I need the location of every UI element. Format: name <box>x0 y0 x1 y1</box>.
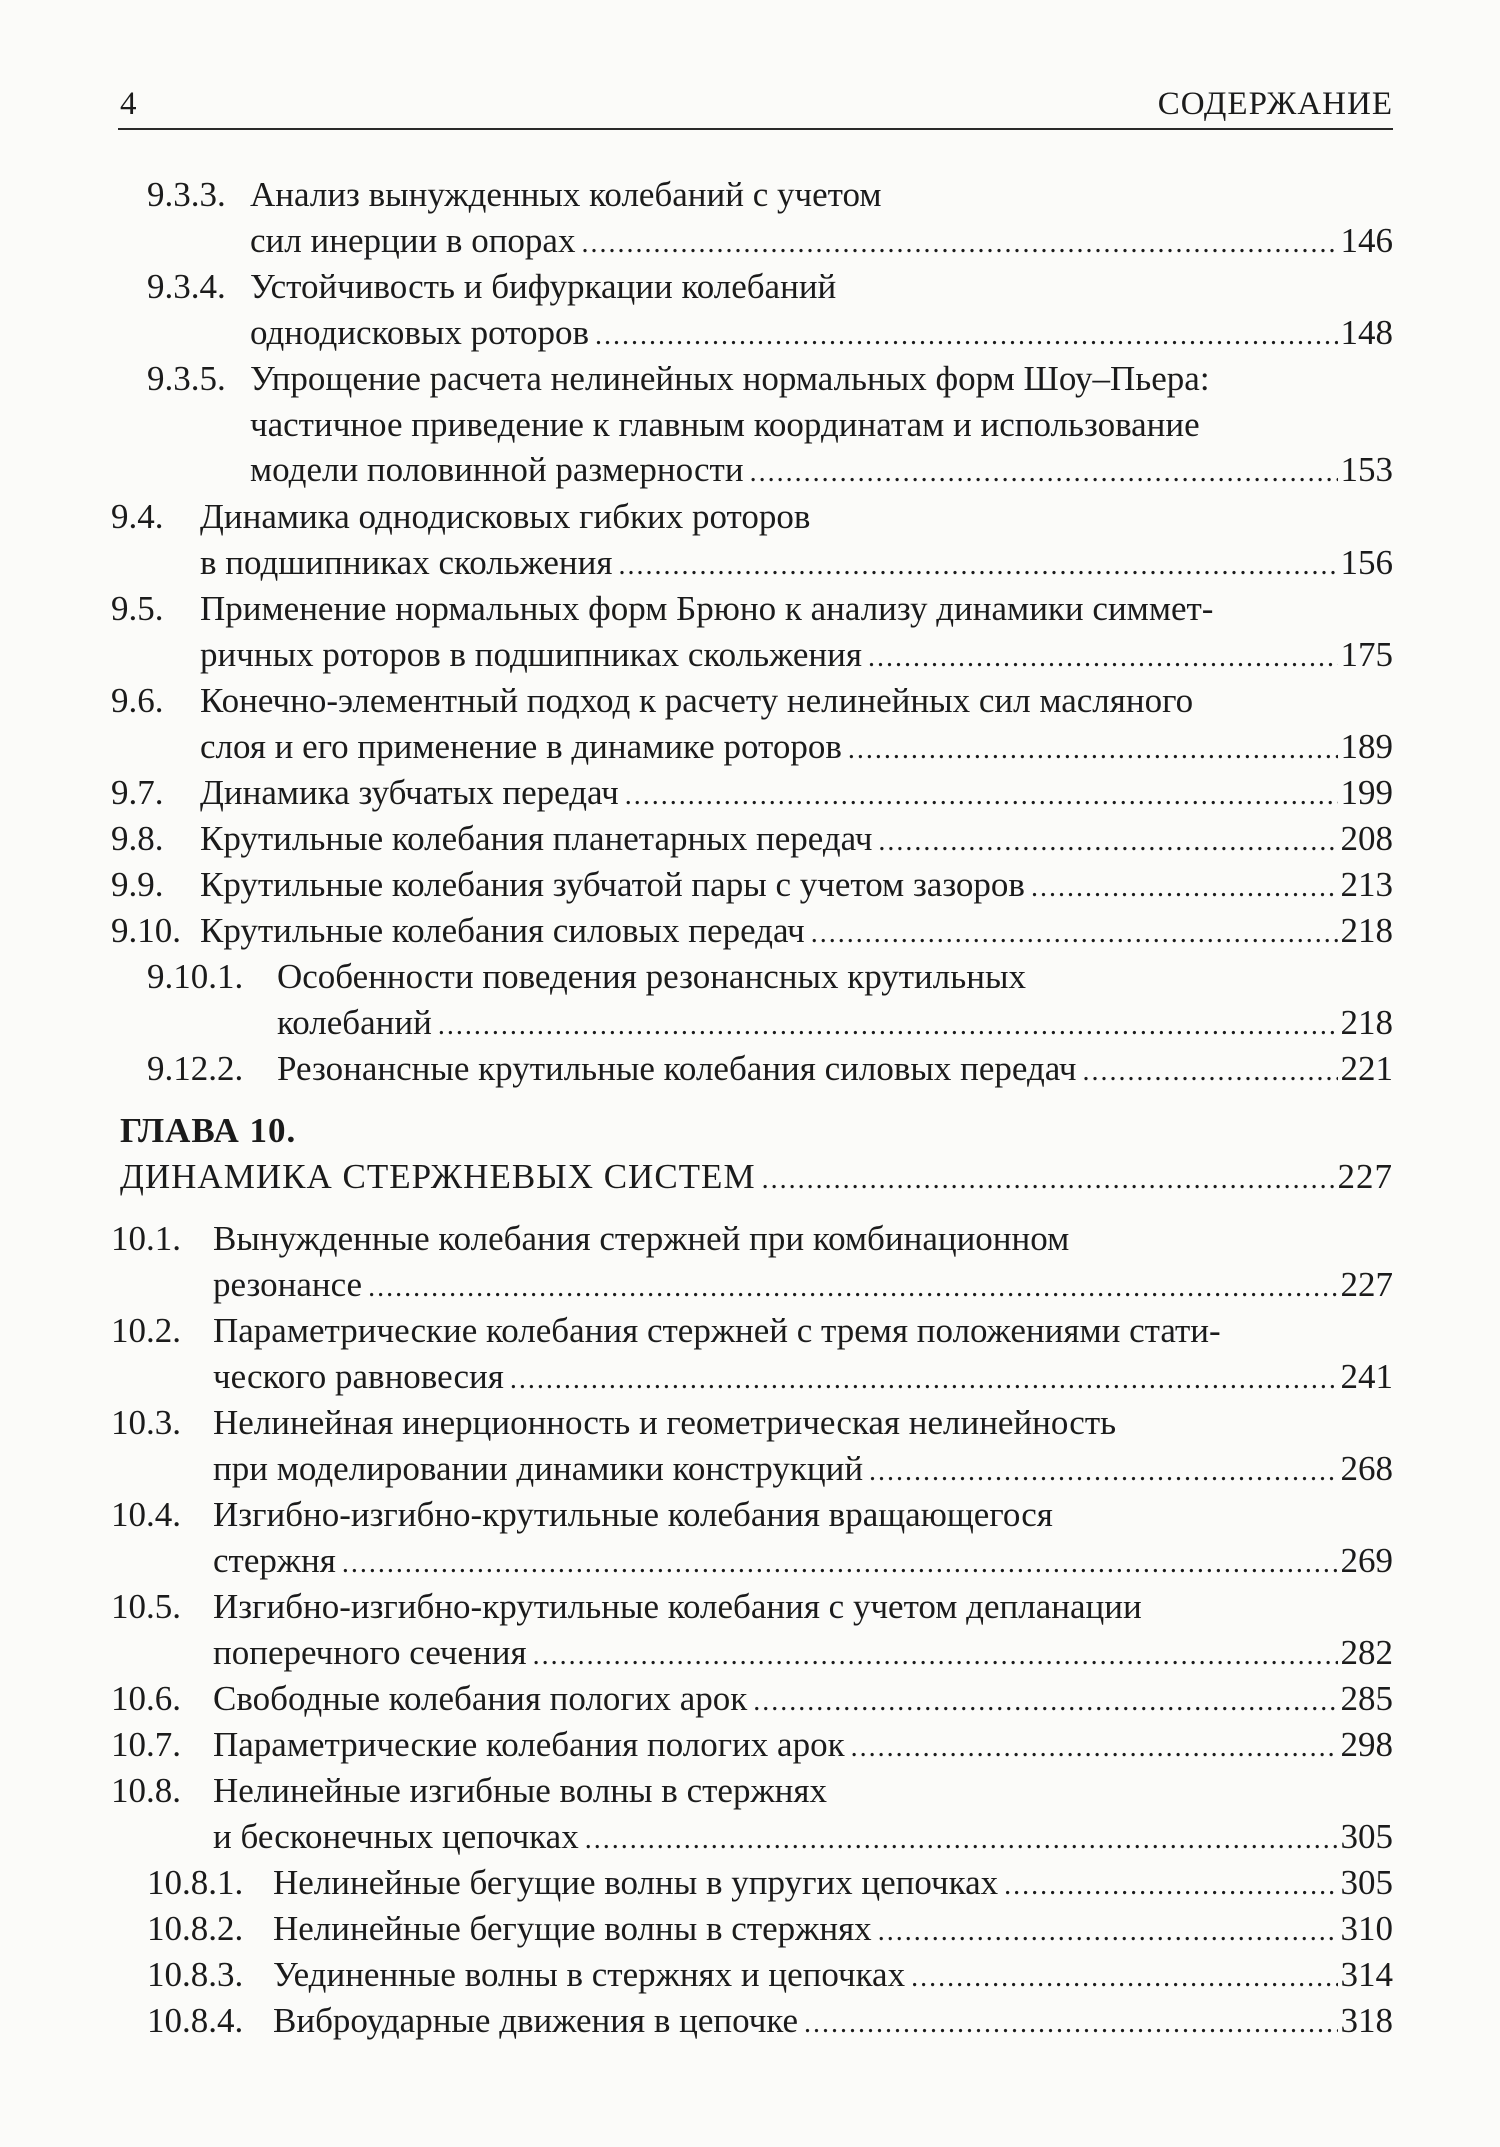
toc-entry-line <box>250 218 1393 264</box>
dot-leader <box>878 819 1337 865</box>
toc-page-number: 298 <box>1340 1725 1393 1764</box>
toc-entry-number: 10.8.2. <box>147 1909 244 1948</box>
toc-entry-title: Динамика однодисковых гибких роторов <box>200 497 811 536</box>
toc-entry-title: и бесконечных цепочках <box>213 1816 579 1856</box>
toc-entry-number: 10.2. <box>111 1311 181 1350</box>
toc-page-number: 218 <box>1340 911 1393 950</box>
toc-entry-line <box>200 770 1393 816</box>
toc-entry-title: Параметрические колебания пологих арок <box>213 1725 845 1764</box>
toc-entry-title: в подшипниках скольжения <box>200 542 613 582</box>
dot-leader <box>585 1817 1338 1863</box>
toc-entry-title: Особенности поведения резонансных крутильных <box>277 957 1026 996</box>
toc-entry-line <box>213 1354 1393 1400</box>
dot-leader <box>911 1955 1337 2001</box>
toc-entry-line <box>250 447 1393 493</box>
toc-entry-line <box>213 1446 1393 1492</box>
toc-page-number: 221 <box>1340 1049 1393 1088</box>
toc-entry-number: 10.3. <box>111 1403 181 1442</box>
toc-page-number: 269 <box>1340 1540 1393 1580</box>
toc-page-number: 199 <box>1340 773 1393 812</box>
toc-page-number: 282 <box>1340 1632 1393 1672</box>
toc-entry-line <box>213 1814 1393 1860</box>
dot-leader <box>804 2001 1338 2047</box>
toc-entry-line <box>213 1722 1393 1768</box>
dot-leader <box>342 1541 1338 1587</box>
dot-leader <box>878 1909 1338 1955</box>
toc-entry-number: 9.10.1. <box>147 957 244 996</box>
toc-entry-number: 9.4. <box>111 497 164 536</box>
dot-leader <box>750 450 1338 496</box>
toc-entry-title: Применение нормальных форм Брюно к анализу динамики симмет- <box>200 589 1214 628</box>
toc-entry-title: модели половинной размерности <box>250 450 744 490</box>
dot-leader <box>851 1725 1338 1771</box>
toc-entry-title: Нелинейные бегущие волны в стержнях <box>273 1909 872 1948</box>
toc-entry-number: 9.8. <box>111 819 164 858</box>
dot-leader <box>438 1003 1338 1049</box>
toc-entry-title: слоя и его применение в динамике роторов <box>200 726 842 766</box>
dot-leader <box>368 1265 1337 1311</box>
toc-entry-title: стержня <box>213 1540 336 1580</box>
toc-entry-number: 10.5. <box>111 1587 181 1626</box>
toc-entry-number: 9.10. <box>111 911 181 950</box>
toc-entry-number: 10.6. <box>111 1679 181 1718</box>
toc-entry-line <box>213 1262 1393 1308</box>
toc-entry-title: колебаний <box>277 1002 432 1042</box>
toc-entry-title: Конечно-элементный подход к расчету нелинейных сил масляного <box>200 681 1194 720</box>
running-title: СОДЕРЖАНИЕ <box>1157 86 1393 122</box>
toc-entry-title: Вынужденные колебания стержней при комбинационном <box>213 1219 1070 1258</box>
toc-entry-title: при моделировании динамики конструкций <box>213 1448 864 1488</box>
toc-entry-line <box>200 540 1393 586</box>
toc-entry-number: 9.6. <box>111 681 164 720</box>
chapter-label: ГЛАВА 10. <box>120 1111 297 1150</box>
toc-entry-title: Изгибно-изгибно-крутильные колебания вращающегося <box>213 1495 1053 1534</box>
toc-entry-number: 9.5. <box>111 589 164 628</box>
toc-entry-line <box>277 1046 1393 1092</box>
toc-entry-line <box>200 908 1393 954</box>
toc-entry-number: 10.7. <box>111 1725 181 1764</box>
dot-leader <box>1083 1049 1338 1095</box>
dot-leader <box>811 911 1338 957</box>
toc-entry-title: Анализ вынужденных колебаний с учетом <box>250 175 882 214</box>
toc-entry-line <box>200 816 1393 862</box>
toc-entry-line <box>273 1860 1393 1906</box>
toc-entry-title: поперечного сечения <box>213 1632 527 1672</box>
toc-entry-line <box>213 1538 1393 1584</box>
dot-leader <box>869 1449 1337 1495</box>
toc-entry-number: 9.3.5. <box>147 359 226 398</box>
toc-entry-line <box>213 1676 1393 1722</box>
toc-entry-title: Нелинейные бегущие волны в упругих цепочках <box>273 1863 999 1902</box>
toc-entry-title: Крутильные колебания зубчатой пары с учетом зазоров <box>200 865 1025 904</box>
toc-entry-title: Устойчивость и бифуркации колебаний <box>250 267 837 306</box>
toc-page-number: 153 <box>1340 450 1393 490</box>
toc-entry-title: Динамика зубчатых передач <box>200 773 619 812</box>
dot-leader <box>762 1157 1335 1203</box>
toc-page-number: 189 <box>1340 726 1393 766</box>
toc-entry-title: Изгибно-изгибно-крутильные колебания с учетом депланации <box>213 1587 1142 1626</box>
toc-page-number: 175 <box>1340 634 1393 674</box>
dot-leader <box>848 727 1338 773</box>
toc-page-number: 227 <box>1337 1157 1393 1196</box>
toc-page-number: 285 <box>1340 1679 1393 1718</box>
dot-leader <box>581 221 1337 267</box>
dot-leader <box>1004 1863 1337 1909</box>
toc-page-number: 310 <box>1340 1909 1393 1948</box>
toc-entry-title: Нелинейные изгибные волны в стержнях <box>213 1771 827 1810</box>
toc-entry-line <box>273 1998 1393 2044</box>
dot-leader <box>1031 865 1338 911</box>
toc-entry-title: однодисковых роторов <box>250 312 590 352</box>
toc-entry-line <box>273 1952 1393 1998</box>
chapter-title-line <box>120 1154 1393 1200</box>
toc-entry-number: 9.3.3. <box>147 175 226 214</box>
toc-entry-number: 9.9. <box>111 865 164 904</box>
dot-leader <box>510 1357 1338 1403</box>
dot-leader <box>533 1633 1338 1679</box>
toc-entry-title: Параметрические колебания стержней с тремя положениями стати- <box>213 1311 1221 1350</box>
dot-leader <box>625 773 1338 819</box>
toc-entry-title: частичное приведение к главным координатам и использование <box>250 404 1200 444</box>
toc-page-number: 218 <box>1340 1002 1393 1042</box>
dot-leader <box>868 635 1338 681</box>
toc-entry-title: сил инерции в опорах <box>250 220 576 260</box>
toc-entry-title: Виброударные движения в цепочке <box>273 2001 798 2040</box>
chapter-title: ДИНАМИКА СТЕРЖНЕВЫХ СИСТЕМ <box>120 1157 756 1196</box>
toc-entry-number: 10.8.4. <box>147 2001 244 2040</box>
toc-entry-line <box>213 1630 1393 1676</box>
toc-entry-title: ричных роторов в подшипниках скольжения <box>200 634 862 674</box>
toc-entry-title: Упрощение расчета нелинейных нормальных форм Шоу–Пьера: <box>250 359 1210 398</box>
toc-page-number: 305 <box>1340 1863 1393 1902</box>
toc-page-number: 208 <box>1340 819 1393 858</box>
toc-entry-title: Крутильные колебания силовых передач <box>200 911 805 950</box>
toc-entry-number: 10.1. <box>111 1219 181 1258</box>
toc-page-number: 146 <box>1340 220 1393 260</box>
toc-entry-line <box>200 632 1393 678</box>
toc-entry-number: 10.8.3. <box>147 1955 244 1994</box>
toc-entry-number: 9.12.2. <box>147 1049 244 1088</box>
toc-entry-number: 10.8. <box>111 1771 181 1810</box>
dot-leader <box>595 313 1337 359</box>
toc-page-number: 318 <box>1340 2001 1393 2040</box>
toc-entry-title: Крутильные колебания планетарных передач <box>200 819 873 858</box>
page-number: 4 <box>120 86 137 122</box>
toc-entry-line <box>250 310 1393 356</box>
dot-leader <box>618 543 1337 589</box>
toc-entry-line <box>200 862 1393 908</box>
toc-page-number: 148 <box>1340 312 1393 352</box>
toc-entry-title: ческого равновесия <box>213 1356 504 1396</box>
toc-entry-number: 9.3.4. <box>147 267 226 306</box>
toc-page-number: 227 <box>1340 1264 1393 1304</box>
toc-entry-title: Резонансные крутильные колебания силовых передач <box>277 1049 1077 1088</box>
toc-entry-number: 10.8.1. <box>147 1863 244 1902</box>
toc-entry-line <box>200 724 1393 770</box>
toc-page-number: 305 <box>1340 1816 1393 1856</box>
toc-page-number: 241 <box>1340 1356 1393 1396</box>
toc-entry-title: Уединенные волны в стержнях и цепочках <box>273 1955 906 1994</box>
toc-entry-title: Свободные колебания пологих арок <box>213 1679 748 1718</box>
toc-entry-title: резонансе <box>213 1264 363 1304</box>
dot-leader <box>753 1679 1337 1725</box>
toc-entry-number: 9.7. <box>111 773 164 812</box>
toc-page-number: 314 <box>1340 1955 1393 1994</box>
toc-entry-line <box>273 1906 1393 1952</box>
toc-entry-number: 10.4. <box>111 1495 181 1534</box>
toc-entry-line <box>277 1000 1393 1046</box>
toc-page-number: 268 <box>1340 1448 1393 1488</box>
toc-page-number: 156 <box>1340 542 1393 582</box>
toc-entry-title: Нелинейная инерционность и геометрическая нелинейность <box>213 1403 1117 1442</box>
toc-page-number: 213 <box>1340 865 1393 904</box>
